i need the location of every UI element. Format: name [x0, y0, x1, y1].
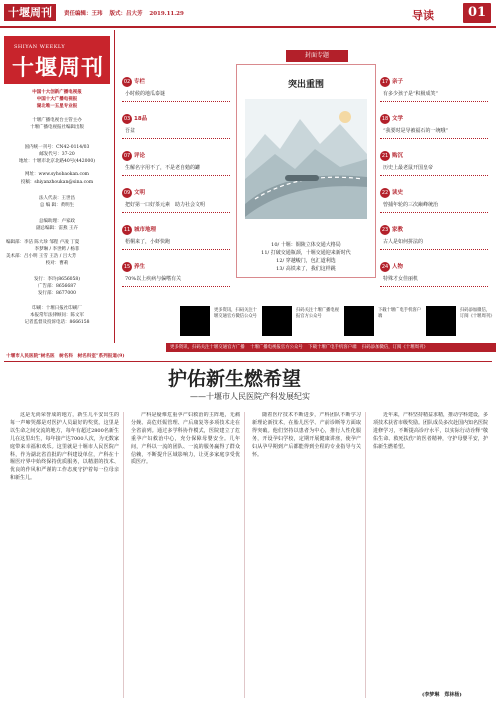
toc-item[interactable] [122, 113, 232, 143]
toc-page-number: 24 [381, 264, 389, 270]
toc-divider [122, 286, 230, 287]
qr-caption-3: 下载十堰广电手机客户端 [378, 308, 421, 319]
toc-page-number: 07 [123, 153, 131, 159]
printer: 印刷：十堰日报社印刷厂 [32, 306, 82, 311]
toc-headline: 古人是如何拼法的 [383, 239, 424, 245]
masthead: 十堰周刊 [4, 4, 56, 21]
honor-2: 中国十大广播电视报 [36, 97, 78, 102]
article-column-4: 近年来，产科坚持精益求精，推动学科建设，多项技术获省市级奖励。团队成员多次赴国内知名医院进修学习，不断提高诊疗水平，以实际行动诠释“敬佑生命、救死扶伤”的医者精神，守护母婴平安，护佑新生燃希望。 [373, 412, 488, 450]
toc-item[interactable] [122, 224, 232, 254]
toc-page-number: 18 [381, 116, 389, 122]
qr-footer-2: 十堰广播电视报官方公众号 [250, 345, 303, 350]
chief-editor: 总 编 辑：黄明生 [39, 203, 75, 208]
editorial-meta [64, 9, 189, 17]
column-divider [114, 30, 115, 343]
series-banner: 十堰市人民医院“树名医 树名科 树名科室”系列报道(9) [6, 354, 125, 359]
newspaper-logo [4, 36, 110, 84]
page-number: 01 [463, 3, 491, 23]
toc-section-tag: 亲子 [392, 79, 404, 85]
designer-credit: 版式：吕大芳 [109, 11, 143, 17]
legal-rep: 法人代表：王世昌 [39, 196, 75, 201]
qr-footer-4: 扫码添加微信，订阅《十堰周刊》 [361, 345, 428, 350]
honor-1: 中国十大创新广播电视报 [32, 90, 82, 95]
toc-headline: 有多少孩子是“积极成笑” [383, 91, 439, 97]
toc-item[interactable] [380, 187, 490, 217]
toc-section-tag: 城市地理 [134, 227, 157, 233]
qr-caption-4: 扫码添加微信，订阅《十堰周刊》 [460, 308, 495, 319]
distribution: 发行：李玲(8656058) [33, 277, 81, 282]
editor-credit: 责任编辑：王玮 [64, 11, 103, 17]
honor-3: 湖北唯一五星专业报 [36, 104, 78, 109]
hotline: 记者监督及投诉电话：8666158 [24, 320, 90, 325]
article-rule [4, 361, 492, 362]
toc-item[interactable] [380, 261, 490, 291]
toc-headline: 生解名字用不了，不是老自勉的罐 [125, 165, 201, 171]
feature-line-4: 13/ 高铁来了，我们这样跳 [276, 266, 336, 272]
column-rule [123, 412, 124, 698]
toc-section-tag: 文学 [392, 116, 404, 122]
toc-item[interactable] [380, 113, 490, 143]
website[interactable]: 网址：www.syhobaokan.com [25, 172, 89, 177]
qr-code-icon[interactable] [262, 306, 292, 336]
toc-divider [122, 101, 230, 102]
article-column-2: 产科是疑难危重孕产妇救治的主阵地，无痛分娩、高危妊娠管理、产后康复等多项技术走在全省前列。通过多学科协作模式，医院建立了危重孕产妇救治中心，充分保障母婴安全。几年间，产科以一流的团队、一流的服务赢得了群众信赖，不断提升区域影响力，让更多家庭享受优质医疗。 [131, 412, 240, 466]
toc-divider [122, 212, 230, 213]
toc-headline: 特殊才女佳丽机 [383, 276, 419, 282]
toc-divider [122, 175, 230, 176]
ad-phone: 广告部：8656687 [37, 284, 77, 289]
issn: 国内统一刊号：CN42-0114/03 [24, 145, 90, 150]
qr-code-bar [178, 306, 494, 338]
qr-footer-3: 下载十堰广电手机客户端 [308, 345, 357, 350]
toc-item[interactable] [122, 261, 232, 291]
toc-page-number: 11 [123, 227, 131, 233]
article-subtitle: —— 十堰市人民医院产科发展纪实 [190, 391, 310, 402]
dist-phone: 发行部：8677000 [37, 291, 77, 296]
toc-section-tag: 18品 [134, 116, 148, 122]
header-rule [0, 26, 496, 28]
issue-date: 2019.11.29 [149, 11, 184, 17]
toc-section-tag: 评论 [134, 153, 146, 159]
legal-advisor: 本报常年法律顾问：陈文军 [30, 313, 84, 318]
editorial-staff-2: 李梦琳 / 李世鳄 / 杨菲 [34, 247, 80, 252]
toc-page-number: 22 [381, 190, 389, 196]
sponsor-2: 十堰广播电视报社编辑出版 [30, 125, 84, 130]
deputy-editor: 副总编辑：雷燕 王卉 [36, 226, 78, 231]
toc-section-tag: 读史 [392, 190, 404, 196]
toc-headline: 吾盆 [125, 128, 136, 134]
feature-title: 突出重围 [287, 80, 324, 90]
toc-divider [380, 212, 488, 213]
toc-page-number: 03 [123, 116, 131, 122]
qr-caption-1: 更多资讯，扫码关注十堰交通官方微信公众号 [214, 308, 257, 319]
toc-divider [380, 175, 488, 176]
post-code: 邮发代号：37-20 [39, 152, 75, 157]
toc-item[interactable] [380, 224, 490, 254]
toc-item[interactable] [122, 76, 232, 106]
toc-item[interactable] [380, 76, 490, 106]
toc-page-number: 21 [381, 153, 389, 159]
toc-page-number: 17 [381, 79, 389, 85]
qr-caption-2: 扫码关注十堰广播电视报官方公众号 [296, 308, 339, 319]
article-title: 护佑新生燃希望 [168, 368, 302, 390]
assistant-editor: 总编助理：卢家政 [39, 219, 75, 224]
logo-subtitle: SHIYAN WEEKLY [14, 44, 66, 50]
qr-code-icon[interactable] [344, 306, 374, 336]
toc-feature-header: 封面专题 [286, 50, 348, 62]
toc-headline: 梧桐来了，小虾快跑 [125, 239, 171, 245]
toc-divider [380, 101, 488, 102]
address: 地址：十堰市北京北路40号(442000) [19, 159, 95, 164]
toc-divider [122, 138, 230, 139]
qr-code-icon[interactable] [426, 306, 456, 336]
toc-page-number: 02 [123, 79, 131, 85]
toc-section-tag: 人物 [392, 264, 404, 270]
logo-title: 十堰周刊 [12, 55, 105, 81]
toc-section-tag: 养生 [134, 264, 146, 270]
qr-code-icon[interactable] [180, 306, 210, 336]
qr-footer-strip [166, 343, 496, 352]
toc-section-tag: 购沉 [392, 153, 404, 159]
toc-headline: 小时候的地瓜泰谜 [125, 91, 166, 97]
toc-headline: 历史上最老鼠开国皇帝 [383, 165, 434, 171]
feature-line-3: 12/ 穿越峻门，包汇道利选 [276, 258, 336, 264]
article-author: (李梦琳 郑林杨) [422, 692, 462, 698]
toc-headline: 把好第一口好茶元素 助力社会文明 [125, 202, 206, 208]
sponsor-1: 十堰广播电视台主管主办 [32, 118, 82, 123]
qr-footer-1: 更多资讯，扫码关注十堰交通官方广播 [170, 345, 245, 350]
toc-divider [380, 249, 488, 250]
article-column-1: 这是无尚荣誉成的地方，新生儿平安出生的每一声啼哭都是对医护人员最好的奖赏。这里是以生命之间交流的地方，每年有超过2800名新生儿在这里出生，每年接产达7000人次，为无数家庭带来幸福和欢乐。这里就是十堰市人民医院产科，作为湖北省首批的产科建设单位，产科在十堰医疗界中始终保持优质服务，以精湛的技术、优良的作风和严谨的工作态度守护着每一位母亲和新生儿。 [10, 412, 119, 482]
highway-illustration [245, 99, 367, 219]
toc-headline: 曾捕年轮的三次巅峰统治 [383, 202, 439, 208]
toc-item[interactable] [122, 187, 232, 217]
email[interactable]: 投稿：shiyanzhoukan@sina.com [20, 180, 94, 185]
feature-line-2: 11/ 打破交通瓶颈，十堰交通迎来新时代 [261, 250, 351, 256]
column-rule [365, 412, 366, 698]
toc-section-tag: 家教 [392, 227, 404, 233]
toc-headline: “我要时是导被福石的一统哦” [383, 128, 449, 134]
toc-item[interactable] [380, 150, 490, 180]
art-staff: 美术部：吕小明 王雪 王浩 / 吕大芳 [6, 254, 77, 259]
page-header [0, 0, 496, 28]
toc-page-number: 15 [123, 264, 131, 270]
column-rule [244, 412, 245, 698]
toc-headline: 70%以上疾病与偏嗜有关 [125, 276, 182, 282]
toc-divider [380, 286, 488, 287]
toc-section-tag: 文明 [134, 190, 146, 196]
article-column-3: 随着医疗技术不断进步，产科团队不断学习新理论新技术，在胎儿医学、产前诊断等方面取得突破。他们坚持以患者为中心，推行人性化服务，开设孕妇学校，定期开展健康讲座，使孕产妇从孕早期到产后都能得到全程的专业指导与关怀。 [252, 412, 361, 458]
toc-divider [122, 249, 230, 250]
cover-feature-box [236, 64, 376, 278]
proofreader: 校对：曹莉 [45, 261, 69, 266]
toc-section-tag: 专栏 [134, 79, 146, 85]
toc-page-number: 23 [381, 227, 389, 233]
toc-divider [380, 138, 488, 139]
toc-item[interactable] [122, 150, 232, 180]
section-label: 导读 [412, 9, 434, 22]
editorial-staff: 编辑部：李洁 陈大珍 邹程 卢凌 丁夏 [6, 240, 80, 245]
feature-line-1: 10/ 十堰：铜陵立体交通大格局 [271, 242, 341, 248]
toc-page-number: 09 [123, 190, 131, 196]
